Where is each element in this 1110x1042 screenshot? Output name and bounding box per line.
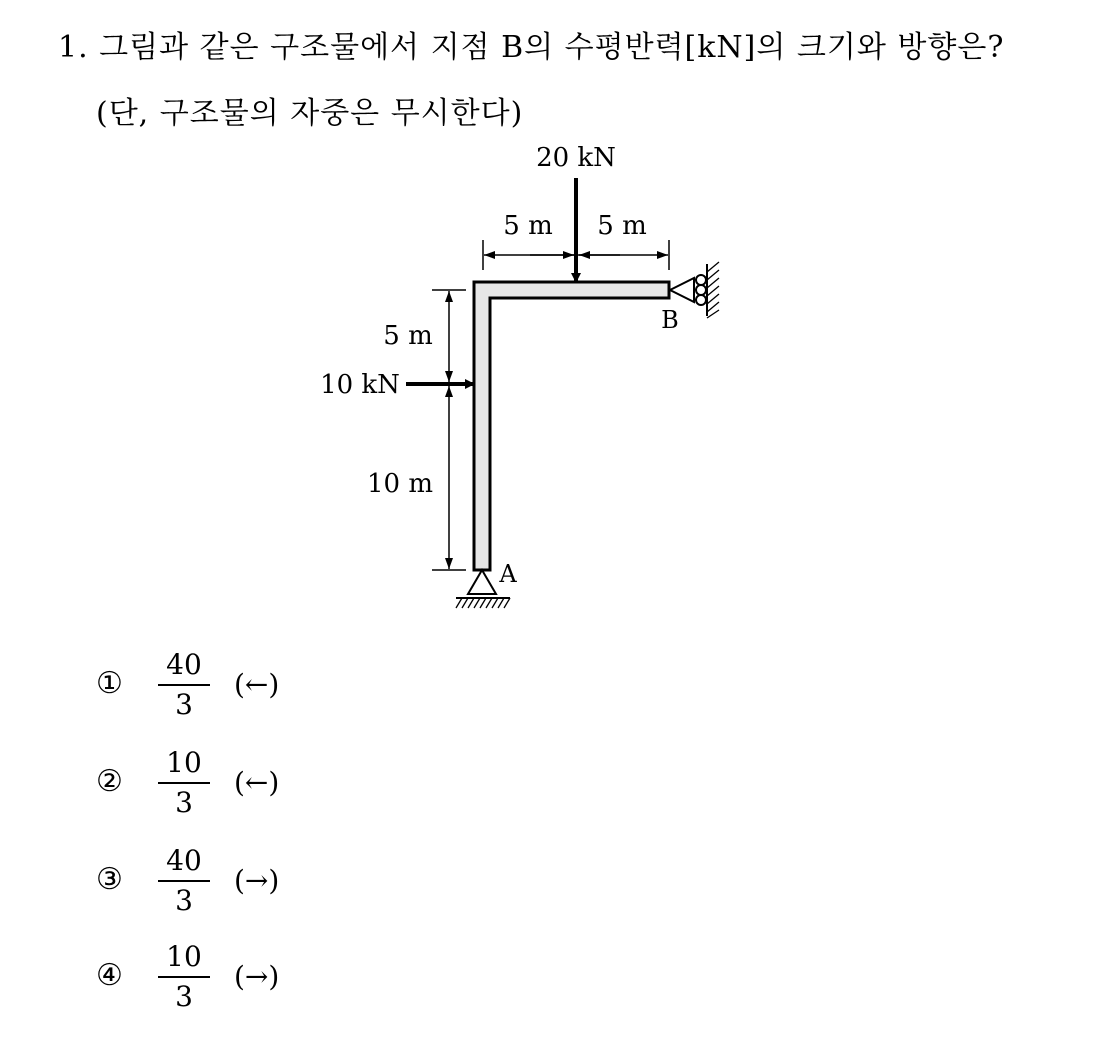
fraction-bar [158,684,210,686]
fraction-denominator: 3 [175,884,193,917]
load-label-left: 10 kN [320,370,400,400]
frame-member [474,282,669,570]
support-a-label: A [499,560,517,588]
fraction-bar [158,782,210,784]
choice-fraction [156,940,212,1014]
load-label-top: 20 kN [536,143,616,173]
fraction-denominator: 3 [175,786,193,819]
choice-4[interactable] [96,940,496,1020]
dim-top-right-label: 5 m [597,211,647,241]
support-a-pin [468,570,496,594]
fraction-bar [158,976,210,978]
dim-top-left-label: 5 m [503,211,553,241]
support-b-roller-3 [696,295,706,305]
support-b-triangle [670,278,694,302]
fraction-numerator: 40 [166,844,202,877]
choice-marker: ③ [96,862,123,897]
support-b-roller-2 [696,285,706,295]
choice-fraction [156,844,212,918]
dim-left-lower-label: 10 m [366,469,434,499]
choice-direction: (→) [234,960,280,993]
fraction-numerator: 40 [166,648,202,681]
choice-marker: ④ [96,958,123,993]
fraction-numerator: 10 [166,940,202,973]
choice-marker: ② [96,764,123,799]
choice-1[interactable] [96,648,496,728]
fraction-denominator: 3 [175,980,193,1013]
question-text: 1. 그림과 같은 구조물에서 지점 B의 수평반력[kN]의 크기와 방향은? [58,30,1005,65]
support-a-hatch [456,598,510,608]
choice-direction: (→) [234,864,280,897]
choice-2[interactable] [96,746,496,826]
support-b-label: B [661,306,679,334]
choice-fraction [156,648,212,722]
choice-marker: ① [96,666,123,701]
choice-3[interactable] [96,844,496,924]
choice-direction: (←) [234,668,280,701]
dim-left-upper-label: 5 m [383,321,433,351]
fraction-denominator: 3 [175,688,193,721]
support-b-roller-1 [696,275,706,285]
fraction-numerator: 10 [166,746,202,779]
choice-fraction [156,746,212,820]
choice-direction: (←) [234,766,280,799]
support-b-hatch [707,262,719,318]
question-condition: (단, 구조물의 자중은 무시한다) [96,96,524,131]
fraction-bar [158,880,210,882]
